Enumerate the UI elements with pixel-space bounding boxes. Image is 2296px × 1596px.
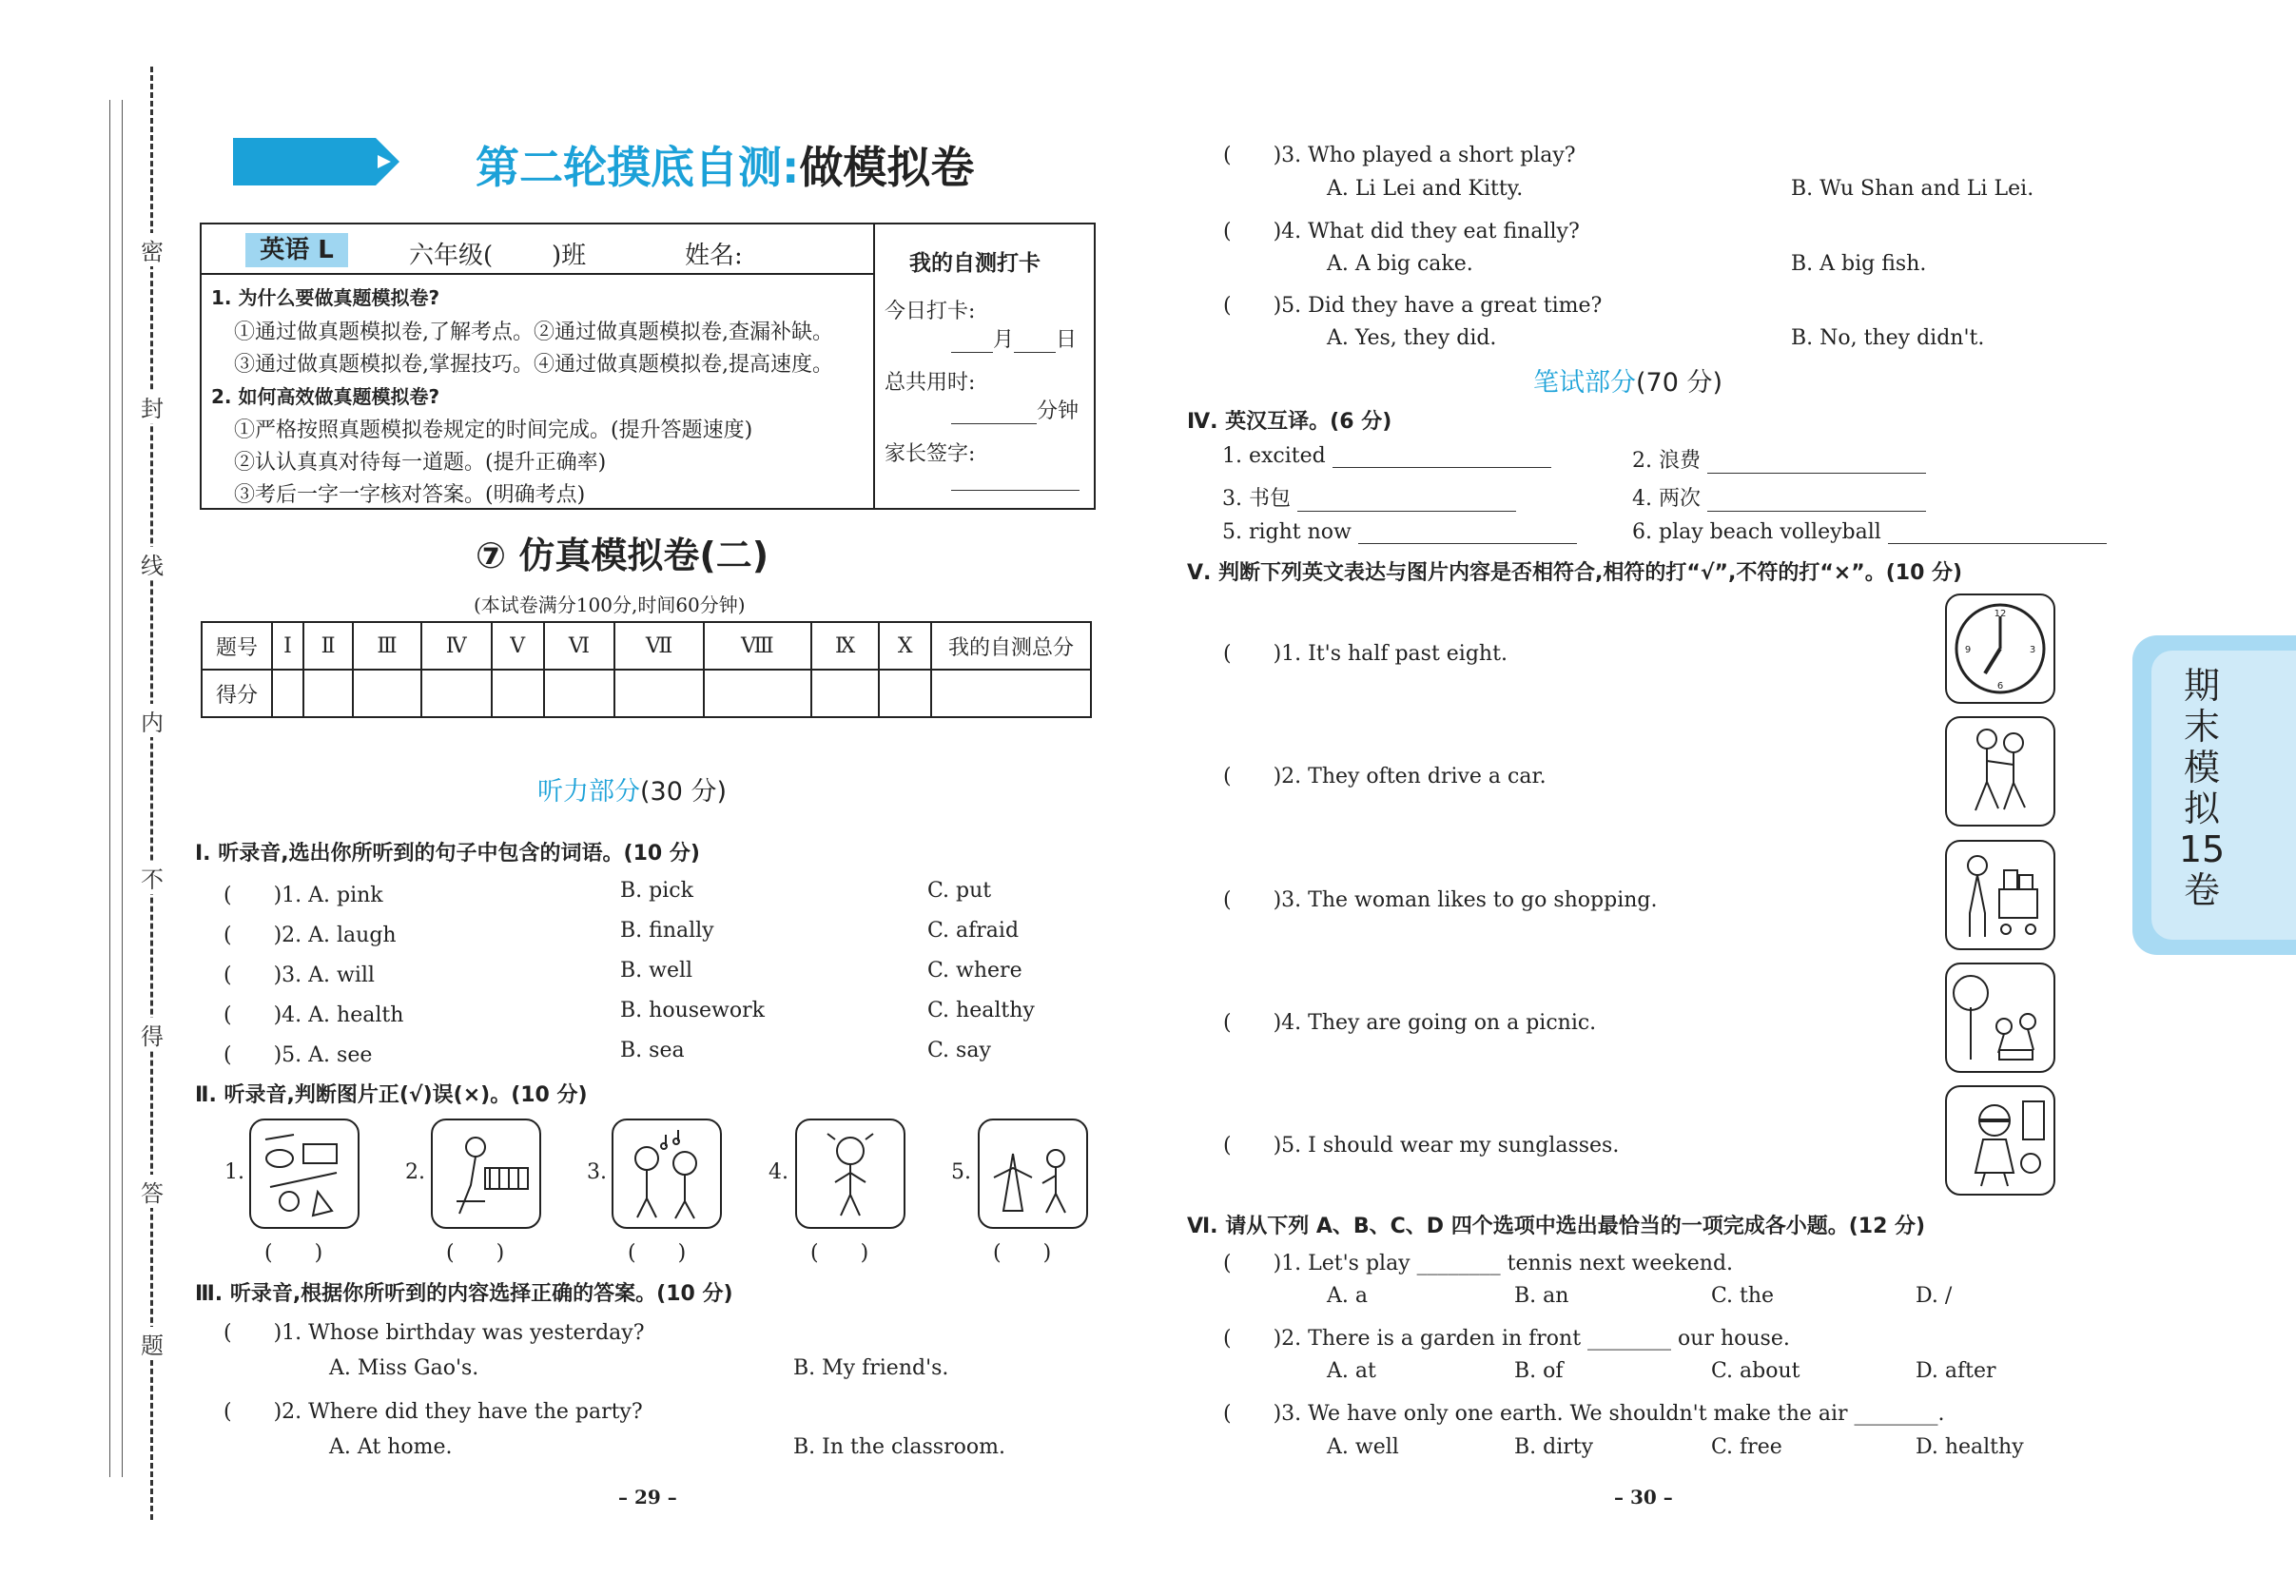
- s2-answer[interactable]: ( ): [993, 1241, 1052, 1265]
- picnic-picture: [1945, 963, 2055, 1073]
- header-title-black: 做模拟卷: [799, 142, 975, 193]
- trees-picture: [978, 1119, 1088, 1229]
- info-box-divider: [873, 223, 875, 508]
- score-table-score-row: [202, 670, 1091, 717]
- score-col: Ⅹ: [879, 622, 931, 670]
- s1-option-b: B. well: [620, 959, 693, 983]
- info-answer: ③通过做真题模拟卷,掌握技巧。④通过做真题模拟卷,提高速度。: [234, 353, 833, 377]
- score-col: Ⅰ: [272, 622, 303, 670]
- info-answer: ①严格按照真题模拟卷规定的时间完成。(提升答题速度): [234, 418, 753, 442]
- s5-item: ( )5. I should wear my sunglasses.: [1223, 1134, 1620, 1158]
- s6-option: B. an: [1514, 1284, 1569, 1308]
- piano-picture: [431, 1119, 541, 1229]
- s1-option-b: B. pick: [620, 879, 693, 903]
- cut-line: [150, 67, 153, 1520]
- listen-option-b: B. Wu Shan and Li Lei.: [1791, 177, 2034, 201]
- shopping-picture: [1945, 840, 2055, 950]
- section-tab-label: 期 末 模 拟 15 卷: [2178, 665, 2226, 911]
- score-cell[interactable]: [421, 670, 492, 717]
- s6-option: B. of: [1514, 1359, 1564, 1383]
- score-col: Ⅷ: [704, 622, 811, 670]
- s5-item: ( )2. They often drive a car.: [1223, 765, 1547, 788]
- svg-text:9: 9: [1964, 645, 1972, 655]
- s5-item: ( )1. It's half past eight.: [1223, 642, 1508, 666]
- s1-item: ( )4. A. health: [224, 1003, 404, 1027]
- score-cell[interactable]: [544, 670, 614, 717]
- s2-answer[interactable]: ( ): [628, 1241, 687, 1265]
- instruments-picture: [249, 1119, 360, 1229]
- margin-rule: [122, 100, 123, 1477]
- parent-sign-line: [951, 490, 1080, 491]
- score-table-header-row: [202, 622, 1091, 670]
- score-table-label: 得分: [202, 670, 272, 717]
- s5-item: ( )4. They are going on a picnic.: [1223, 1011, 1597, 1035]
- listening-heading: 听力部分(30 分): [537, 777, 728, 807]
- info-answer: ①通过做真题模拟卷,了解考点。②通过做真题模拟卷,查漏补缺。: [234, 321, 833, 344]
- translate-item: 1. excited: [1222, 444, 1551, 468]
- s2-answer[interactable]: ( ): [810, 1241, 869, 1265]
- paper-note: (本试卷满分100分,时间60分钟): [474, 594, 746, 616]
- svg-text:6: 6: [1996, 681, 2004, 691]
- info-question: 2. 如何高效做真题模拟卷?: [211, 385, 440, 408]
- margin-char: 封: [133, 390, 171, 423]
- s2-num: 2.: [405, 1160, 425, 1184]
- s1-option-b: B. finally: [620, 919, 714, 943]
- paper-title: ⑦ 仿真模拟卷(二): [476, 535, 769, 576]
- score-total-cell[interactable]: [931, 670, 1091, 717]
- checkin-today: 今日打卡:: [885, 300, 976, 323]
- s1-option-c: C. healthy: [927, 999, 1035, 1022]
- score-col: Ⅴ: [492, 622, 544, 670]
- s6-option: D. /: [1916, 1284, 1953, 1308]
- info-question: 1. 为什么要做真题模拟卷?: [211, 286, 440, 309]
- parent-sign-label: 家长签字:: [885, 442, 976, 466]
- score-col: Ⅲ: [353, 622, 421, 670]
- writing-heading: 笔试部分(70 分): [1533, 368, 1723, 398]
- s6-option: A. a: [1327, 1284, 1368, 1308]
- section-title: Ⅲ. 听录音,根据你所听到的内容选择正确的答案。(10 分): [195, 1282, 733, 1306]
- score-cell[interactable]: [272, 670, 303, 717]
- listen-option-b: B. A big fish.: [1791, 252, 1927, 276]
- svg-text:3: 3: [2029, 645, 2036, 655]
- margin-char: 内: [133, 704, 171, 737]
- s6-option: A. well: [1327, 1435, 1399, 1459]
- translate-item: 6. play beach volleyball: [1632, 520, 2107, 544]
- class-label: )班: [552, 242, 587, 270]
- s3-option-b: B. My friend's.: [793, 1356, 949, 1380]
- s5-item: ( )3. The woman likes to go shopping.: [1223, 888, 1658, 912]
- s3-option-a: A. Miss Gao's.: [329, 1356, 479, 1380]
- s6-option: A. at: [1327, 1359, 1376, 1383]
- s2-num: 3.: [587, 1160, 607, 1184]
- score-cell[interactable]: [303, 670, 353, 717]
- info-answer: ③考后一字一字核对答案。(明确考点): [234, 483, 586, 507]
- listen-question: ( )3. Who played a short play?: [1223, 144, 1576, 167]
- score-col: Ⅵ: [544, 622, 614, 670]
- listen-option-a: A. Li Lei and Kitty.: [1327, 177, 1524, 201]
- listen-option-a: A. A big cake.: [1327, 252, 1473, 276]
- score-cell[interactable]: [353, 670, 421, 717]
- listen-option-a: A. Yes, they did.: [1327, 326, 1497, 350]
- score-cell[interactable]: [614, 670, 704, 717]
- margin-rule: [109, 100, 110, 1477]
- section-title: Ⅱ. 听录音,判断图片正(√)误(×)。(10 分): [195, 1083, 588, 1107]
- s1-option-c: C. where: [927, 959, 1022, 983]
- s6-question: ( )2. There is a garden in front ________ our house.: [1223, 1327, 1790, 1351]
- checkin-date: 月 日: [951, 323, 1077, 353]
- translate-item: 3. 书包: [1222, 482, 1516, 512]
- s6-option: C. free: [1711, 1435, 1782, 1459]
- grade-label: 六年级(: [409, 242, 494, 270]
- walking-picture: [1945, 716, 2055, 827]
- s1-item: ( )3. A. will: [224, 963, 375, 987]
- s1-item: ( )5. A. see: [224, 1043, 373, 1067]
- score-cell[interactable]: [492, 670, 544, 717]
- margin-char: 得: [133, 1018, 171, 1051]
- checkin-title: 我的自测打卡: [909, 251, 1041, 276]
- listen-question: ( )4. What did they eat finally?: [1223, 220, 1580, 243]
- s2-num: 5.: [951, 1160, 971, 1184]
- score-cell[interactable]: [879, 670, 931, 717]
- s2-num: 4.: [769, 1160, 788, 1184]
- margin-char: 密: [133, 233, 171, 266]
- svg-text:12: 12: [1994, 609, 2007, 619]
- info-box-rule: [202, 273, 873, 275]
- name-label: 姓名:: [685, 242, 743, 270]
- s1-item: ( )2. A. laugh: [224, 924, 397, 947]
- total-time-field: 分钟: [951, 395, 1079, 424]
- s1-option-c: C. afraid: [927, 919, 1020, 943]
- score-table-label: 题号: [202, 622, 272, 670]
- margin-char: 线: [133, 547, 171, 580]
- section-title: Ⅳ. 英汉互译。(6 分): [1187, 410, 1392, 434]
- s2-num: 1.: [224, 1160, 244, 1184]
- score-cell[interactable]: [811, 670, 880, 717]
- s6-question: ( )3. We have only one earth. We shouldn't make the air ________.: [1223, 1402, 1945, 1426]
- margin-char: 不: [133, 861, 171, 894]
- translate-item: 2. 浪费: [1632, 444, 1926, 474]
- s6-option: D. healthy: [1916, 1435, 2024, 1459]
- s6-option: B. dirty: [1514, 1435, 1594, 1459]
- score-cell[interactable]: [704, 670, 811, 717]
- score-table: [201, 621, 1092, 718]
- listen-option-b: B. No, they didn't.: [1791, 326, 1985, 350]
- margin-char: 题: [133, 1327, 171, 1360]
- page-number: – 30 –: [1614, 1486, 1673, 1508]
- clock-picture: [1945, 594, 2055, 704]
- score-col: Ⅶ: [614, 622, 704, 670]
- section-title: Ⅰ. 听录音,选出你所听到的句子中包含的词语。(10 分): [195, 842, 700, 866]
- s1-option-b: B. sea: [620, 1039, 685, 1062]
- margin-char: 答: [133, 1175, 171, 1208]
- total-time-label: 总共用时:: [885, 371, 976, 395]
- page-header-title: [476, 133, 974, 196]
- s1-option-c: C. put: [927, 879, 992, 903]
- page-number: – 29 –: [618, 1486, 677, 1508]
- s6-option: C. the: [1711, 1284, 1775, 1308]
- translate-item: 5. right now: [1222, 520, 1577, 544]
- winter-picture: [1945, 1085, 2055, 1196]
- score-col: Ⅸ: [811, 622, 880, 670]
- info-answer: ②认认真真对待每一道题。(提升正确率): [234, 451, 607, 475]
- s1-option-c: C. say: [927, 1039, 991, 1062]
- translate-item: 4. 两次: [1632, 482, 1926, 512]
- s1-item: ( )1. A. pink: [224, 884, 383, 907]
- listen-question: ( )5. Did they have a great time?: [1223, 294, 1603, 318]
- s6-question: ( )1. Let's play ________ tennis next weekend.: [1223, 1252, 1734, 1275]
- s3-option-b: B. In the classroom.: [793, 1435, 1005, 1459]
- s3-question: ( )2. Where did they have the party?: [224, 1400, 643, 1424]
- s1-option-b: B. housework: [620, 999, 765, 1022]
- subject-label: 英语 L: [245, 233, 348, 267]
- s6-option: C. about: [1711, 1359, 1800, 1383]
- singing-picture: [612, 1119, 722, 1229]
- s2-answer[interactable]: ( ): [264, 1241, 323, 1265]
- banner-arrow-icon: [233, 138, 399, 185]
- s2-answer[interactable]: ( ): [446, 1241, 505, 1265]
- s3-question: ( )1. Whose birthday was yesterday?: [224, 1321, 645, 1345]
- score-total-label: 我的自测总分: [931, 622, 1091, 670]
- section-title: Ⅵ. 请从下列 A、B、C、D 四个选项中选出最恰当的一项完成各小题。(12 分): [1187, 1215, 1926, 1238]
- section-title: Ⅴ. 判断下列英文表达与图片内容是否相符合,相符的打“√”,不符的打“×”。(10 分): [1187, 561, 1963, 585]
- header-title-blue: 第二轮摸底自测:: [476, 142, 800, 193]
- score-col: Ⅳ: [421, 622, 492, 670]
- score-col: Ⅱ: [303, 622, 353, 670]
- s6-option: D. after: [1916, 1359, 1996, 1383]
- s3-option-a: A. At home.: [329, 1435, 453, 1459]
- header-banner: [233, 138, 399, 185]
- boy-picture: [795, 1119, 905, 1229]
